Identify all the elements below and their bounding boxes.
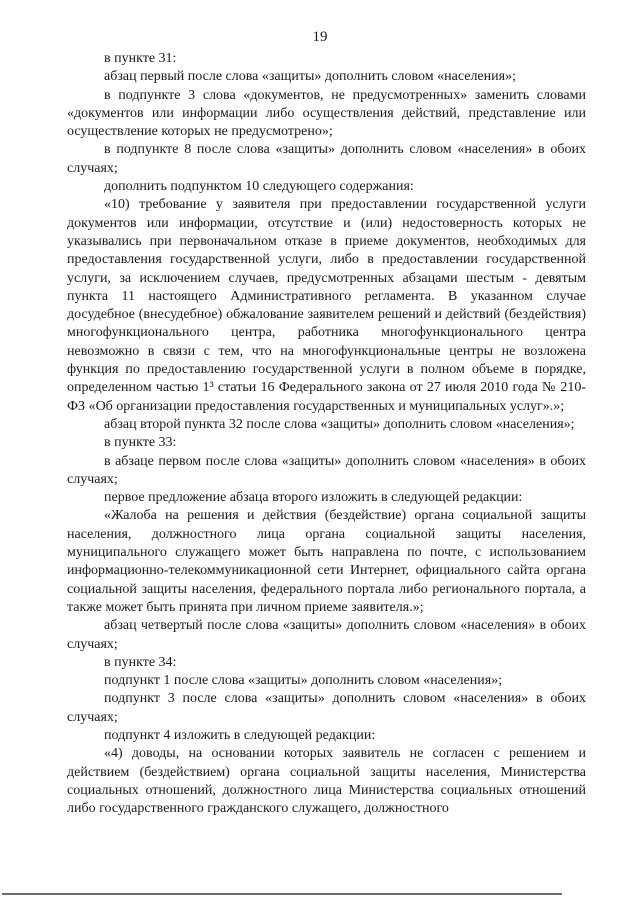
- paragraph: «10) требование у заявителя при предоставлении государственной услуги документов или информации, отсутствие и (или) недостоверность которых не указывались при первоначальном отказе в приеме документов, необходимых для предоставления государственной услуги, либо в предоставлении государственной услуги, за исключением случаев, предусмотренных абзацами шестым - девятым пункта 11 настоящего Административного регламента. В указанном случае досудебное (внесудебное) обжалование заявителем решений и действий (бездействия) многофункционального центра, работника многофункционального центра невозможно в связи с тем, что на многофункциональные центры не возложена функция по предоставлению государственной услуги в полном объеме в порядке, определенном частью 1³ статьи 16 Федерального закона от 27 июля 2010 года № 210-ФЗ «Об организации предоставления государственных и муниципальных услуг».»;: [67, 197, 586, 414]
- paragraph: подпункт 4 изложить в следующей редакции:: [104, 727, 376, 743]
- paragraph: абзац четвертый после слова «защиты» дополнить словом «населения» в обоих случаях;: [67, 618, 586, 652]
- bottom-edge-line: [2, 893, 562, 895]
- paragraph: в пункте 34:: [104, 654, 177, 670]
- paragraph: в пункте 33:: [104, 435, 177, 451]
- paragraph: абзац первый после слова «защиты» дополнить словом «населения»;: [104, 69, 516, 85]
- paragraph: в подпункте 8 после слова «защиты» дополнить словом «населения» в обоих случаях;: [67, 142, 586, 176]
- paragraph: в подпункте 3 слова «документов, не предусмотренных» заменить словами «документов или информации либо осуществления действий, представление или осуществление которых не предусмотрено»;: [67, 87, 586, 140]
- document-body: [67, 50, 586, 818]
- paragraph: подпункт 1 после слова «защиты» дополнить словом «населения»;: [104, 673, 503, 689]
- paragraph: «4) доводы, на основании которых заявитель не согласен с решением и действием (бездействием) органа социальной защиты населения, Министерства социальных отношений, должностного лица Министерства социальных отношений либо государственного гражданского служащего, должностного: [67, 746, 586, 817]
- paragraph: абзац второй пункта 32 после слова «защиты» дополнить словом «населения»;: [104, 416, 575, 432]
- page-number: 19: [312, 29, 328, 45]
- paragraph: подпункт 3 после слова «защиты» дополнить словом «населения» в обоих случаях;: [67, 691, 586, 725]
- paragraph: в пункте 31:: [104, 51, 177, 66]
- paragraph: первое предложение абзаца второго изложить в следующей редакции:: [104, 490, 523, 506]
- paragraph: дополнить подпунктом 10 следующего содержания:: [104, 179, 414, 195]
- paragraph: «Жалоба на решения и действия (бездействие) органа социальной защиты населения, должностного лица органа социальной защиты населения, муниципального служащего может быть направлена по почте, с использованием информационно-телекоммуникационной сети Интернет, официального сайта органа социальной защиты населения, федерального портала либо регионального портала, а также может быть принята при личном приеме заявителя.»;: [67, 508, 586, 615]
- paragraph: в абзаце первом после слова «защиты» дополнить словом «населения» в обоих случаях;: [67, 453, 586, 487]
